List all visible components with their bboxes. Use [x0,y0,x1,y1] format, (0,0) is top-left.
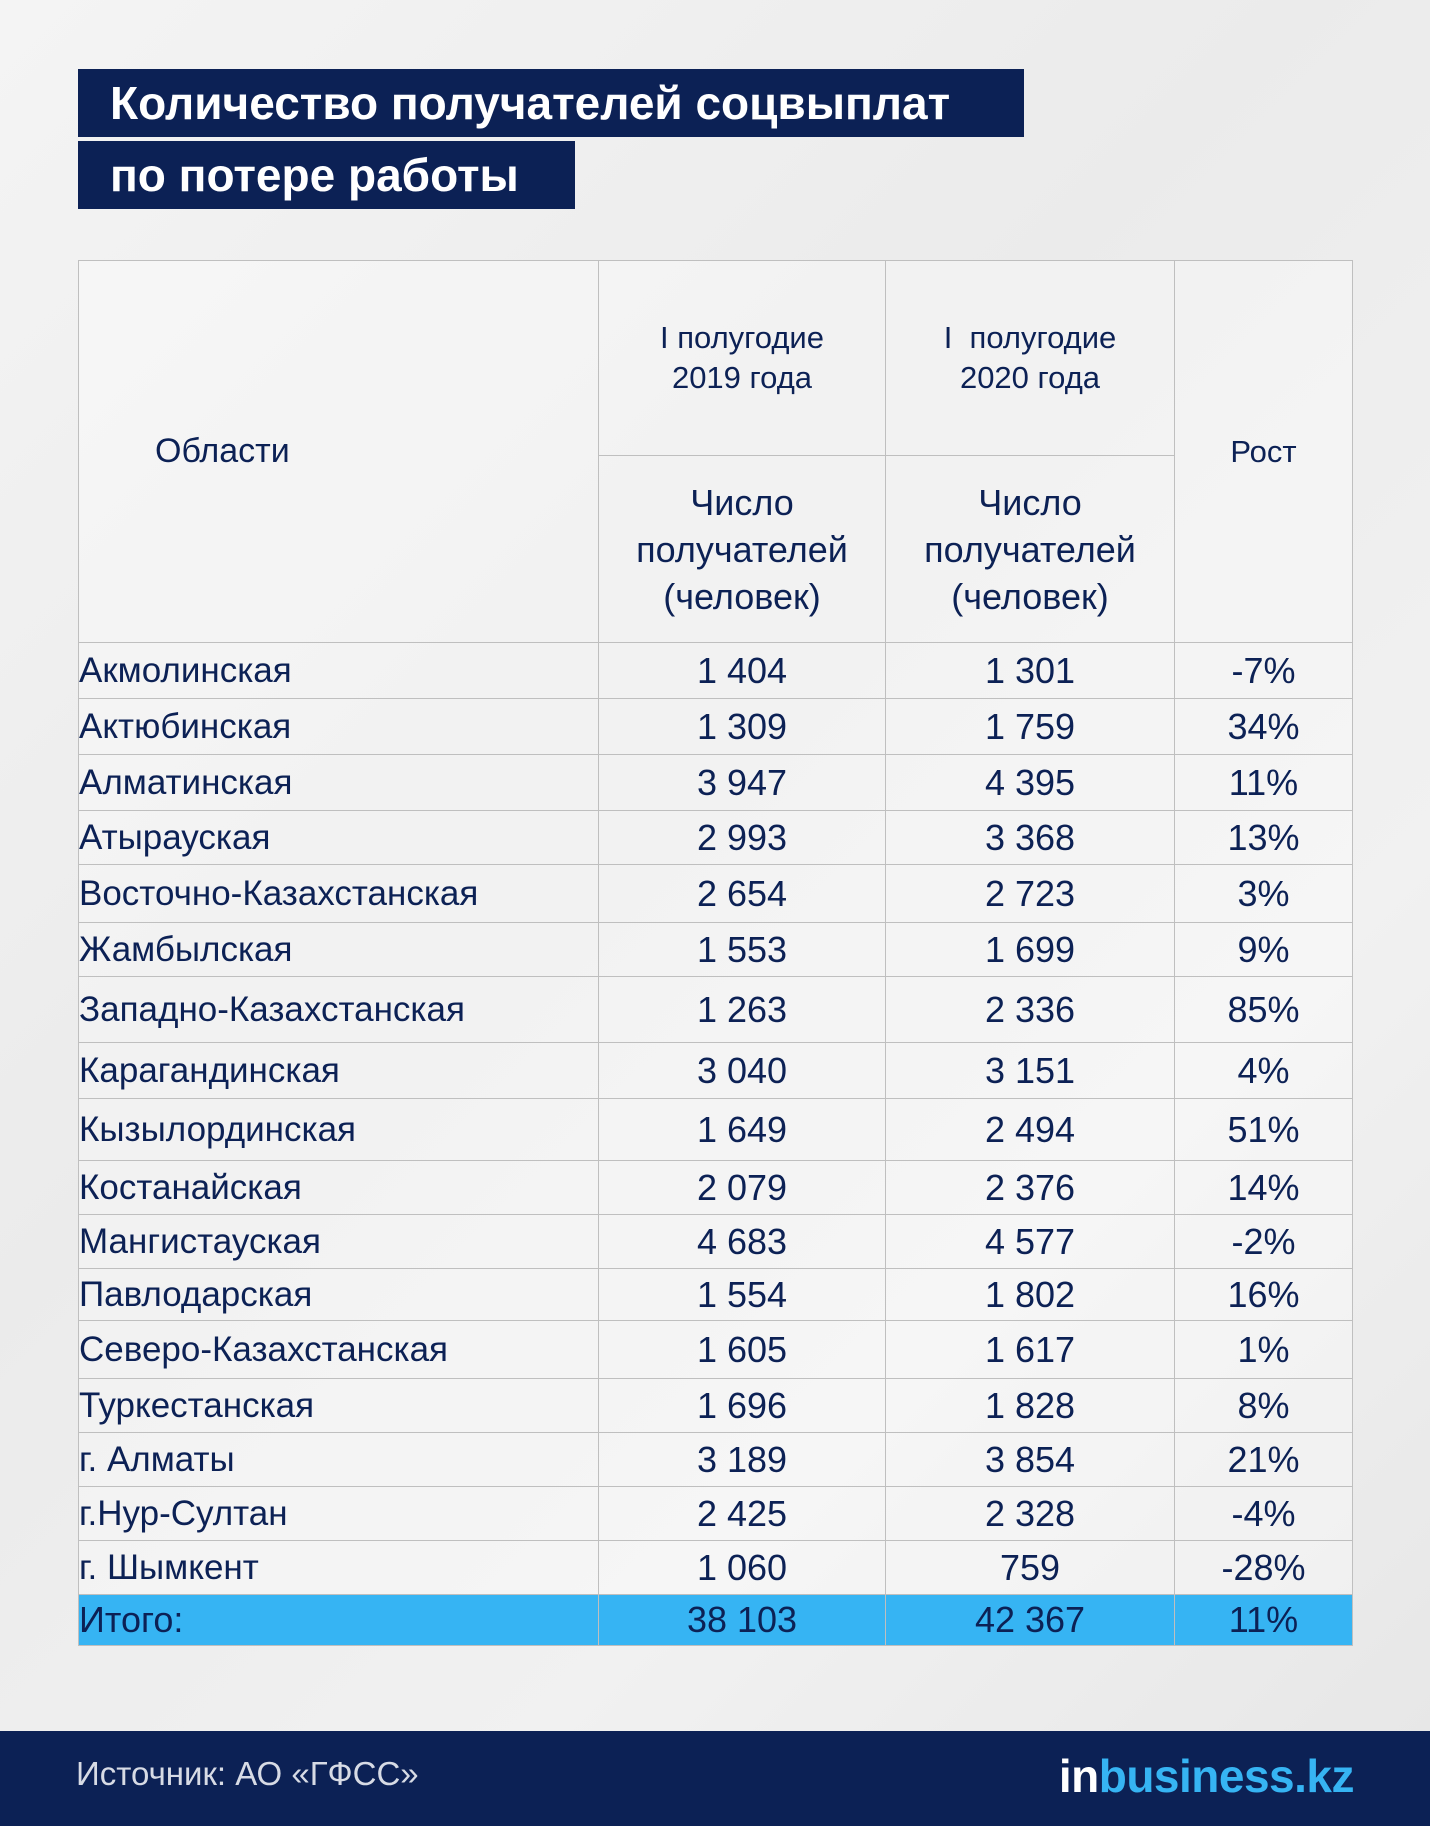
table-row [79,1321,1353,1379]
value-2020-cell: 2 328 [886,1487,1175,1541]
total-growth: 11% [1175,1595,1353,1646]
value-2020-cell: 3 854 [886,1433,1175,1487]
growth-cell: -28% [1175,1541,1353,1595]
region-cell: г. Алматы [79,1433,599,1487]
header-metric-line3: (человек) [951,575,1109,617]
table-row [79,977,1353,1043]
region-cell: Алматинская [79,755,599,811]
header-period-2019-line2: 2019 года [671,360,813,395]
table-row [79,1043,1353,1099]
growth-cell: 13% [1175,811,1353,865]
value-2019-cell: 4 683 [599,1215,886,1269]
value-2019-cell: 2 654 [599,865,886,923]
growth-cell: -4% [1175,1487,1353,1541]
logo-in: in [1058,1750,1099,1802]
header-metric-2020 [886,456,1175,643]
growth-cell: 85% [1175,977,1353,1043]
table-body [79,643,1353,1595]
value-2019-cell: 1 404 [599,643,886,699]
footer-bar [0,1731,1430,1826]
region-cell: Северо-Казахстанская [79,1321,599,1379]
growth-cell: 51% [1175,1099,1353,1161]
value-2020-cell: 2 376 [886,1161,1175,1215]
region-cell: Карагандинская [79,1043,599,1099]
total-2019: 38 103 [599,1595,886,1646]
region-cell: г.Нур-Султан [79,1487,599,1541]
table-footer [79,1595,1353,1646]
growth-cell: -7% [1175,643,1353,699]
value-2019-cell: 3 189 [599,1433,886,1487]
table-row [79,923,1353,977]
region-cell: Костанайская [79,1161,599,1215]
value-2019-cell: 1 263 [599,977,886,1043]
header-period-2020-line2: 2020 года [959,360,1101,395]
header-metric-line3: (человек) [663,575,821,617]
total-2020: 42 367 [886,1595,1175,1646]
header-metric-line1: Число [978,481,1082,523]
region-cell: Атырауская [79,811,599,865]
header-period-2020 [886,261,1175,456]
table-row [79,1215,1353,1269]
growth-cell: 21% [1175,1433,1353,1487]
table-row [79,699,1353,755]
value-2019-cell: 3 040 [599,1043,886,1099]
header-period-2019 [599,261,886,456]
region-cell: Кызылординская [79,1099,599,1161]
region-cell: г. Шымкент [79,1541,599,1595]
table-row [79,865,1353,923]
region-cell: Мангистауская [79,1215,599,1269]
region-cell: Туркестанская [79,1379,599,1433]
value-2019-cell: 3 947 [599,755,886,811]
header-growth: Рост [1175,261,1353,643]
region-cell: Павлодарская [79,1269,599,1321]
growth-cell: 16% [1175,1269,1353,1321]
total-row [79,1595,1353,1646]
value-2020-cell: 1 802 [886,1269,1175,1321]
table-row [79,1099,1353,1161]
header-metric-2019 [599,456,886,643]
table-header [79,261,1353,643]
value-2020-cell: 1 699 [886,923,1175,977]
growth-cell: 1% [1175,1321,1353,1379]
title-line-1: Количество получателей соцвыплат [78,69,1024,137]
table-row [79,1541,1353,1595]
value-2020-cell: 2 336 [886,977,1175,1043]
growth-cell: -2% [1175,1215,1353,1269]
table-row [79,1269,1353,1321]
growth-cell: 14% [1175,1161,1353,1215]
site-logo[interactable] [1059,1749,1354,1803]
value-2019-cell: 1 696 [599,1379,886,1433]
growth-cell: 9% [1175,923,1353,977]
value-2019-cell: 2 079 [599,1161,886,1215]
region-cell: Западно-Казахстанская [79,977,599,1043]
value-2019-cell: 1 060 [599,1541,886,1595]
header-region: Области [79,261,599,643]
header-metric-line2: получателей [924,528,1136,570]
growth-cell: 4% [1175,1043,1353,1099]
value-2020-cell: 3 368 [886,811,1175,865]
value-2019-cell: 1 605 [599,1321,886,1379]
value-2019-cell: 1 649 [599,1099,886,1161]
header-metric-line1: Число [690,481,794,523]
value-2020-cell: 2 723 [886,865,1175,923]
value-2020-cell: 4 577 [886,1215,1175,1269]
region-cell: Жамбылская [79,923,599,977]
title-line-2: по потере работы [78,141,575,209]
growth-cell: 11% [1175,755,1353,811]
region-cell: Актюбинская [79,699,599,755]
table-row [79,755,1353,811]
growth-cell: 3% [1175,865,1353,923]
table-row [79,1161,1353,1215]
table-row [79,1433,1353,1487]
table-row [79,1379,1353,1433]
header-period-2020-line1: I полугодие [943,320,1117,355]
value-2020-cell: 759 [886,1541,1175,1595]
value-2020-cell: 4 395 [886,755,1175,811]
region-cell: Акмолинская [79,643,599,699]
value-2020-cell: 1 828 [886,1379,1175,1433]
logo-rest: business.kz [1098,1750,1354,1802]
value-2020-cell: 1 617 [886,1321,1175,1379]
value-2020-cell: 1 301 [886,643,1175,699]
growth-cell: 8% [1175,1379,1353,1433]
value-2019-cell: 1 553 [599,923,886,977]
value-2019-cell: 1 554 [599,1269,886,1321]
value-2019-cell: 1 309 [599,699,886,755]
value-2019-cell: 2 425 [599,1487,886,1541]
total-label: Итого: [79,1595,599,1646]
table-row [79,811,1353,865]
value-2019-cell: 2 993 [599,811,886,865]
recipients-table [78,260,1353,1646]
table-row [79,643,1353,699]
header-period-2019-line1: I полугодие [660,320,824,355]
source-text: Источник: АО «ГФСС» [76,1755,419,1792]
value-2020-cell: 1 759 [886,699,1175,755]
region-cell: Восточно-Казахстанская [79,865,599,923]
value-2020-cell: 3 151 [886,1043,1175,1099]
table-row [79,1487,1353,1541]
growth-cell: 34% [1175,699,1353,755]
value-2020-cell: 2 494 [886,1099,1175,1161]
header-metric-line2: получателей [636,528,848,570]
